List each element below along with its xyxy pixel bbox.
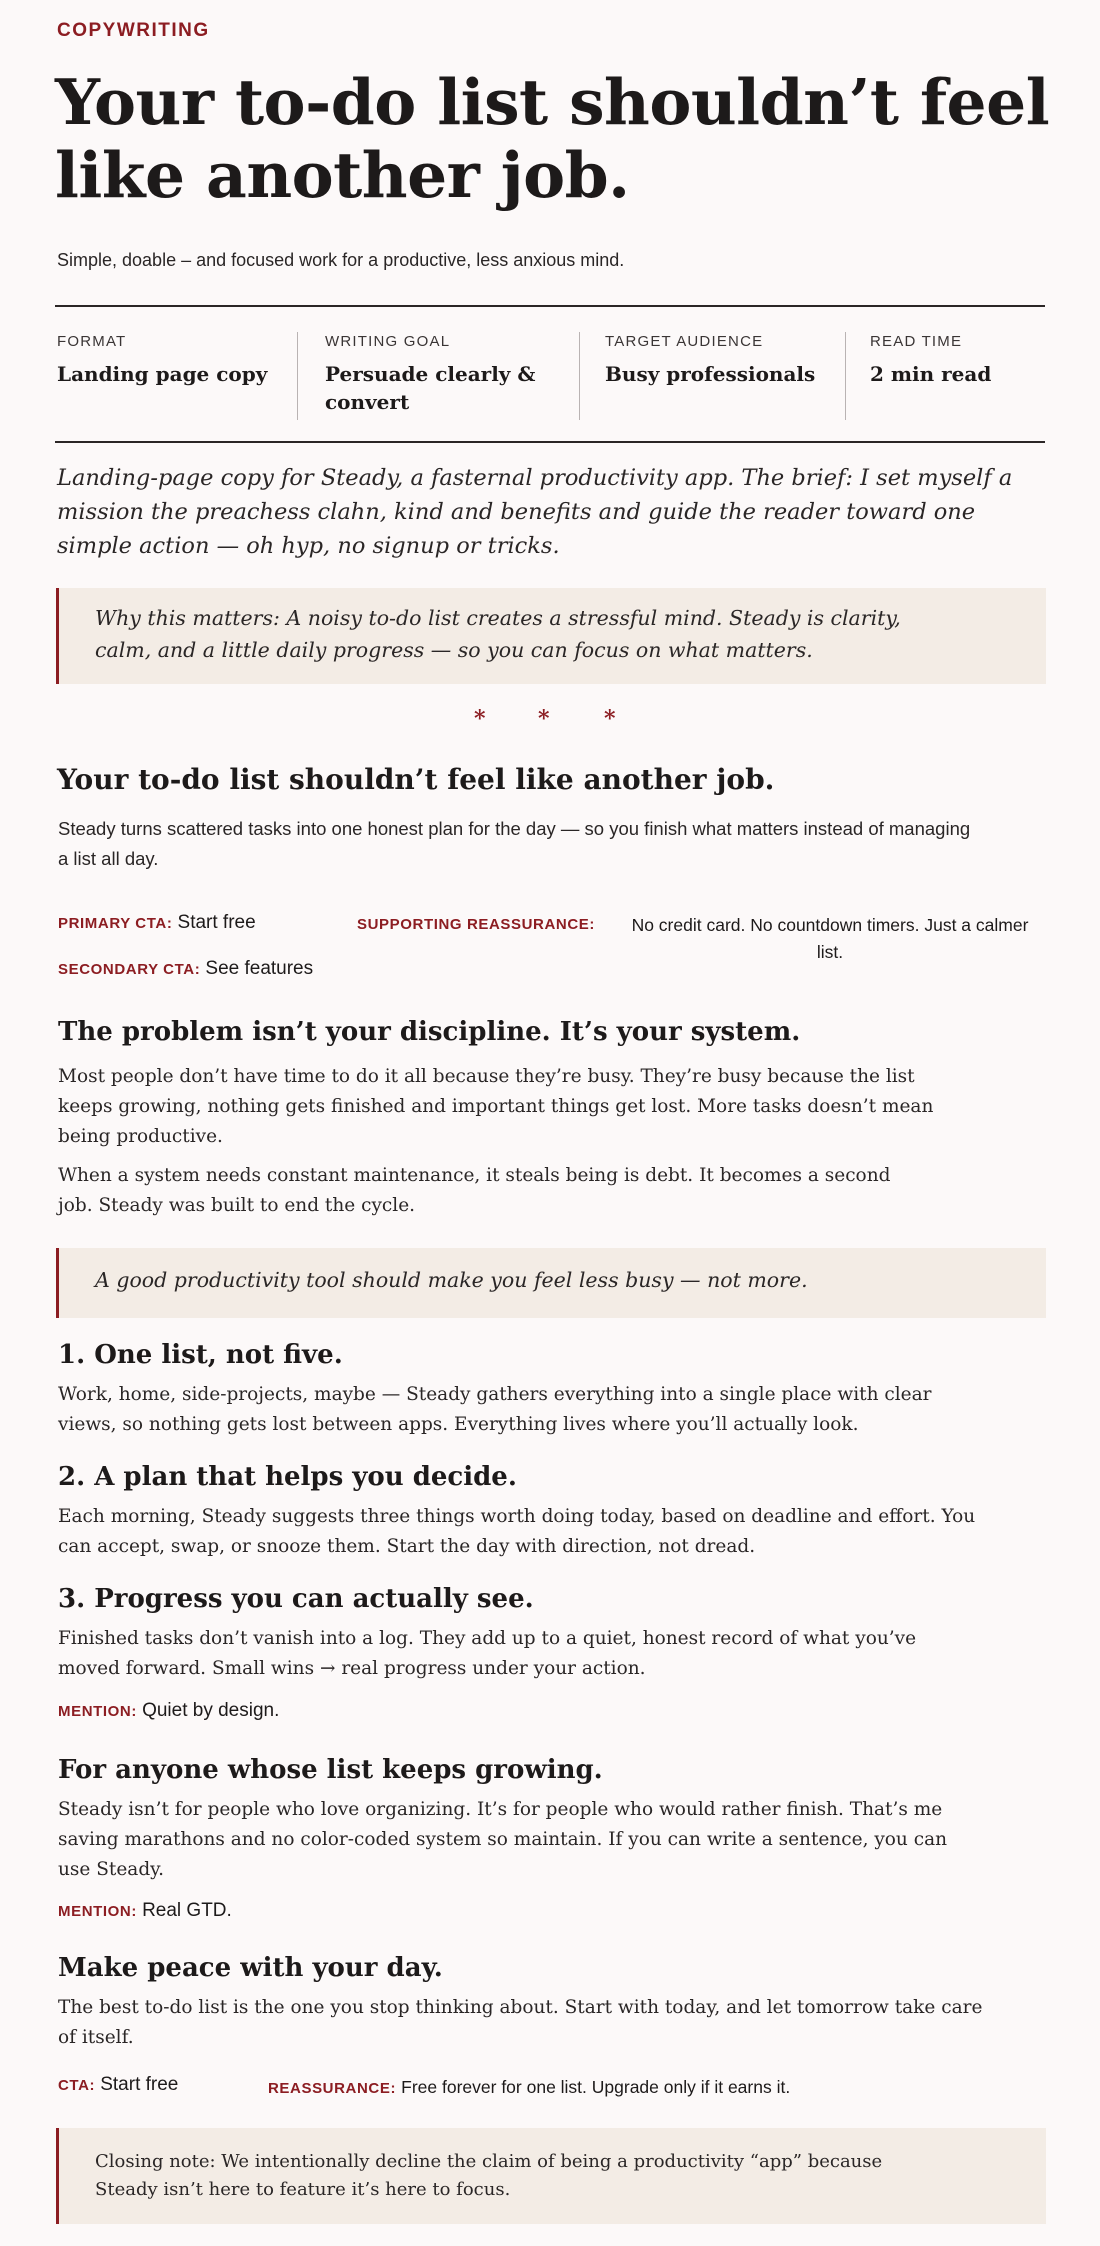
closing-callout bbox=[56, 2128, 1046, 2224]
top-rule bbox=[55, 305, 1045, 307]
primary-cta-label: PRIMARY CTA: bbox=[58, 915, 173, 932]
meta-value: Landing page copy bbox=[57, 362, 268, 386]
why-callout bbox=[56, 588, 1046, 684]
quote-callout bbox=[56, 1248, 1046, 1318]
primary-cta-value: Start free bbox=[177, 912, 256, 933]
closing-heading: Make peace with your day. bbox=[58, 1953, 443, 1983]
quote-callout-text: A good productivity tool should make you feel less busy — not more. bbox=[95, 1268, 808, 1292]
meta-value: 2 min read bbox=[870, 362, 992, 386]
meta-target-audience bbox=[605, 333, 835, 388]
hero-heading: Your to-do list shouldn’t feel like another job. bbox=[57, 763, 775, 796]
closing-body: The best to-do list is the one you stop thinking about. Start with today, and let tomorrow take care of itself. bbox=[58, 1997, 983, 2048]
final-cta bbox=[58, 2074, 178, 2096]
why-callout-text: Why this matters: A noisy to-do list creates a stressful mind. Steady is clarity, calm, and a little daily progress — so you can focus on what matters. bbox=[95, 606, 901, 662]
mention-value: Real GTD. bbox=[142, 1900, 232, 1921]
hero-body: Steady turns scattered tasks into one honest plan for the day — so you finish what matters instead of managing a list all day. bbox=[58, 818, 971, 869]
divider-star: * bbox=[604, 706, 616, 732]
meta-divider bbox=[845, 332, 846, 420]
meta-read-time bbox=[870, 333, 1040, 388]
final-cta-value: Start free bbox=[100, 2074, 179, 2095]
primary-cta bbox=[58, 912, 256, 934]
feature-heading: 2. A plan that helps you decide. bbox=[58, 1462, 517, 1492]
feature-body: Work, home, side-projects, maybe — Steady gathers everything into a single place with clear views, so nothing gets lost between apps. Everything lives where you’ll actually look. bbox=[58, 1384, 932, 1435]
meta-value: Persuade clearly & convert bbox=[325, 362, 536, 414]
meta-bottom-rule bbox=[55, 441, 1045, 443]
meta-label: FORMAT bbox=[57, 333, 127, 350]
feature-body: Finished tasks don’t vanish into a log. They add up to a quiet, honest record of what you’ve moved forward. Small wins → real progress under your action. bbox=[58, 1628, 917, 1679]
intro-paragraph: Landing-page copy for Steady, a fasternal productivity app. The brief: I set myself a mission the preachess clahn, kind and benefits and guide the reader toward one simple action — oh hyp, no signup or tricks. bbox=[57, 465, 1013, 559]
closing-callout-text: Closing note: We intentionally decline the claim of being a productivity “app” because Steady isn’t here to feature it’s here to focus. bbox=[95, 2151, 883, 2200]
problem-paragraph: Most people don’t have time to do it all because they’re busy. They’re busy because the list keeps growing, nothing gets finished and important things get lost. More tasks doesn’t mean being productive. bbox=[58, 1066, 934, 1147]
secondary-cta-label: SECONDARY CTA: bbox=[58, 961, 201, 978]
meta-label: TARGET AUDIENCE bbox=[605, 333, 764, 350]
meta-label: WRITING GOAL bbox=[325, 333, 451, 350]
final-reassurance bbox=[268, 2077, 790, 2098]
mention-label: MENTION: bbox=[58, 1703, 137, 1720]
final-cta-label: CTA: bbox=[58, 2077, 96, 2094]
mention-quiet bbox=[58, 1700, 279, 1722]
secondary-cta bbox=[58, 958, 313, 980]
problem-paragraph: When a system needs constant maintenance, it steals being is debt. It becomes a second job. Steady was built to end the cycle. bbox=[58, 1165, 891, 1216]
problem-heading: The problem isn’t your discipline. It’s your system. bbox=[58, 1017, 801, 1047]
category-kicker: COPYWRITING bbox=[57, 20, 210, 41]
meta-label: READ TIME bbox=[870, 333, 963, 350]
mention-label: MENTION: bbox=[58, 1903, 137, 1920]
meta-writing-goal bbox=[325, 333, 540, 416]
feature-heading: 3. Progress you can actually see. bbox=[58, 1584, 534, 1614]
meta-value: Busy professionals bbox=[605, 362, 816, 386]
audience-body: Steady isn’t for people who love organizing. It’s for people who would rather finish. That’s me saving marathons and no color-coded system so maintain. If you can write a sentence, you can use Steady. bbox=[58, 1799, 948, 1880]
problem-body bbox=[58, 1062, 968, 1221]
reassurance-value: No credit card. No countdown timers. Just a calmer list. bbox=[631, 915, 1029, 962]
feature-heading: 1. One list, not five. bbox=[58, 1340, 343, 1370]
meta-divider bbox=[297, 332, 298, 420]
secondary-cta-value: See features bbox=[205, 958, 314, 979]
page-title: Your to-do list shouldn’t feel like another job. bbox=[55, 65, 1050, 212]
mention-value: Quiet by design. bbox=[142, 1700, 280, 1721]
meta-divider bbox=[579, 332, 580, 420]
divider-star: * bbox=[538, 706, 550, 732]
mention-gtd bbox=[58, 1900, 232, 1922]
feature-body: Each morning, Steady suggests three things worth doing today, based on deadline and effort. You can accept, swap, or snooze them. Start the day with direction, not dread. bbox=[58, 1506, 976, 1557]
page-subtitle: Simple, doable – and focused work for a productive, less anxious mind. bbox=[57, 250, 625, 270]
divider-star: * bbox=[474, 706, 486, 732]
audience-heading: For anyone whose list keeps growing. bbox=[58, 1755, 603, 1785]
reassurance-label: SUPPORTING REASSURANCE: bbox=[357, 916, 595, 933]
final-reassurance-value: Free forever for one list. Upgrade only if it earns it. bbox=[401, 2077, 791, 2097]
final-reassurance-label: REASSURANCE: bbox=[268, 2080, 397, 2097]
meta-format bbox=[57, 333, 287, 388]
